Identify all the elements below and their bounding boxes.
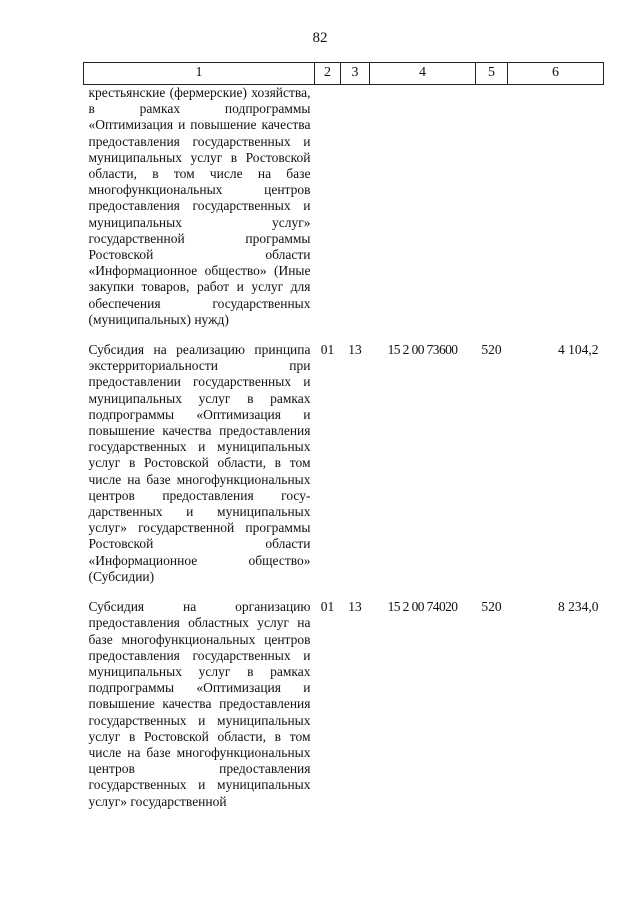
row-section-code xyxy=(315,85,341,329)
column-header: 4 xyxy=(370,63,476,85)
column-header: 2 xyxy=(315,63,341,85)
row-spacer xyxy=(84,328,604,342)
row-subsection-code: 13 xyxy=(348,342,362,358)
table-header-row xyxy=(84,63,604,85)
row-description: Субсидия на организацию предоставления областных услуг на базе многофункциональных центров предоставления государственных и муниципальных услуг в рамках подпрограммы «Оптимизация и повышение качества предоставления государственных и муниципальных услуг в Ростовской области, в том числе на базе многофункциональных центров предоставления государственных и муниципальных услуг» государственной xyxy=(88,599,311,809)
row-target-article-code: 15 2 00 73600 xyxy=(387,342,458,358)
row-target-article-code xyxy=(370,85,476,329)
column-header: 5 xyxy=(476,63,508,85)
column-header: 6 xyxy=(508,63,604,85)
page-number: 82 xyxy=(312,30,328,46)
row-subsection-code: 13 xyxy=(348,599,362,615)
column-header: 1 xyxy=(84,63,315,85)
row-description: Субсидия на реализацию принципа экстерриториальности при предоставлении государственных и муниципальных услуг в рамках подпрограммы «Оптимизация и повышение качества предоставления государственных и муниципальных услуг в Ростовской области, в том числе на базе многофункциональных центров предоставления государственных и муниципальных услуг» государственной программы Ростовской области «Информационное общество» (Субсидии) xyxy=(88,342,311,584)
row-expense-type-code: 520 xyxy=(481,599,502,615)
table-row xyxy=(84,85,604,329)
row-subsection-code xyxy=(341,85,370,329)
row-amount: 8 234,0 xyxy=(558,599,599,615)
row-description: крестьянские (фермерские) хозяйства, в рамках подпрограммы «Оптимизация и повышение качества предоставления государственных и муниципальных услуг в Ростовской области, в том числе на базе многофункциональных центров предоставления государственных и муниципальных услуг» государственной программы Ростовской области «Информационное общество» (Иные закупки товаров, работ и услуг для обеспечения государственных (муниципальных) нужд) xyxy=(88,85,311,327)
row-section-code: 01 xyxy=(320,342,335,358)
row-spacer xyxy=(84,585,604,599)
budget-table xyxy=(83,62,604,810)
table-row xyxy=(84,599,604,810)
column-header: 3 xyxy=(341,63,370,85)
row-expense-type-code xyxy=(476,85,508,329)
row-target-article-code: 15 2 00 74020 xyxy=(387,599,458,615)
row-amount xyxy=(508,85,604,329)
table-row xyxy=(84,342,604,585)
row-amount: 4 104,2 xyxy=(558,342,599,358)
row-expense-type-code: 520 xyxy=(481,342,502,358)
row-section-code: 01 xyxy=(320,599,335,615)
